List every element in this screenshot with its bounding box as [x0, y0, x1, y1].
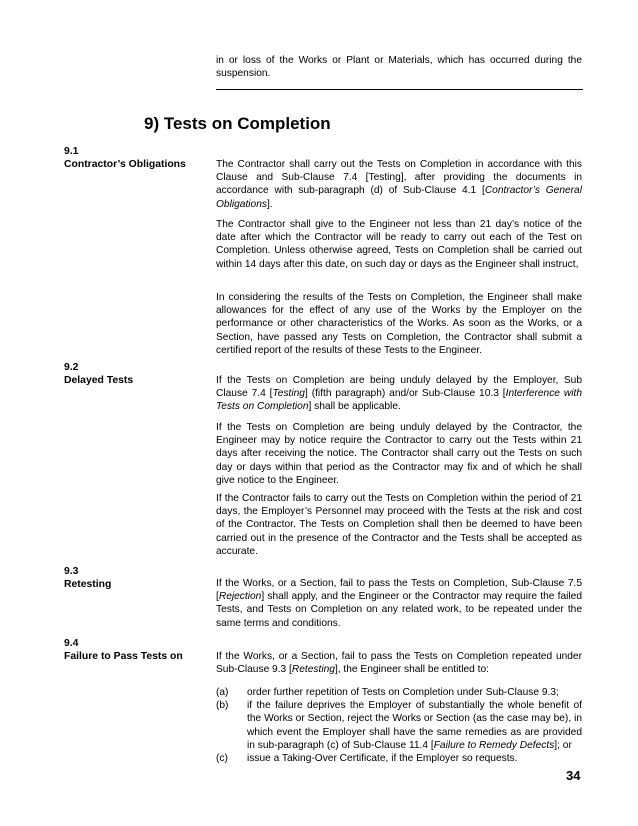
clause-9-2-para-2: If the Tests on Completion are being unduly delayed by the Contractor, the Engineer may by notice require the Contractor to carry out the Tests within 21 days after receiving the notice. The Contractor shall carry out the Tests on such day or days within that period as the Contractor may fix and of which he shall give notice to the Engineer.: [216, 422, 582, 486]
clause-9-3-body: [216, 577, 582, 630]
clause-number: 9.1: [64, 146, 79, 157]
clause-9-4-body: [216, 650, 582, 676]
clause-paragraph: If the Works, or a Section, fail to pass the Tests on Completion, Sub-Clause 7.5 [Rejection] shall apply, and the Engineer or the Contractor may require the failed Tests, and Tests on Completion on any related work, to be repeated under the same terms and conditions.: [216, 578, 582, 629]
list-item: (c) issue a Taking-Over Certificate, if the Employer so requests.: [216, 753, 518, 765]
clause-9-2-body: [216, 374, 582, 414]
section-divider: [216, 89, 583, 90]
clause-9-1-label: [64, 145, 214, 171]
page-number: 34: [566, 768, 581, 783]
list-item: (b) if the failure deprives the Employer of substantially the whole benefit of the Works or Section, reject the Works or Section (as the case may be), in which event the Employer shall have the same remedies as are provided in sub-paragraph (c) of Sub-Clause 11.4 [Failure to Remedy Defects]; or: [216, 700, 582, 751]
clause-9-2-para-3: If the Contractor fails to carry out the Tests on Completion within the period of 21 days, the Employer’s Personnel may proceed with the Tests at the risk and cost of the Contractor. The Tests on Completion shall then be deemed to have been carried out in the presence of the Contractor and the Tests shall be accepted as accurate.: [216, 493, 582, 557]
clause-heading: Contractor’s Obligations: [64, 159, 186, 170]
clause-9-4-list: [216, 686, 582, 765]
clause-number: 9.3: [64, 566, 79, 577]
clause-paragraph: If the Tests on Completion are being unduly delayed by the Employer, Sub Clause 7.4 [Testing] (fifth paragraph) and/or Sub-Clause 10.3 [Interference with Tests on Completion] shall be applicable.: [216, 375, 582, 413]
clause-9-2-label: [64, 361, 214, 387]
list-item: (a) order further repetition of Tests on Completion under Sub-Clause 9.3;: [216, 687, 559, 698]
clause-9-1-para-3: In considering the results of the Tests on Completion, the Engineer shall make allowances for the effect of any use of the Works by the Employer on the performance or other characteristics of the Works. As soon as the Works, or a Section, have passed any Tests on Completion, the Contractor shall submit a certified report of the results of these Tests to the Engineer.: [216, 292, 582, 356]
clause-heading: Delayed Tests: [64, 375, 134, 386]
clause-9-1-body: [216, 158, 582, 211]
clause-paragraph: The Contractor shall carry out the Tests on Completion in accordance with this Clause and Sub-Clause 7.4 [Testing], after providing the documents in accordance with sub-paragraph (d) of Sub-Clause 4.1 [Contractor’s General Obligations].: [216, 159, 582, 210]
continuation-text: in or loss of the Works or Plant or Materials, which has occurred during the suspension.: [216, 55, 582, 80]
clause-9-4-label: [64, 637, 214, 663]
clause-9-3-label: [64, 565, 214, 591]
clause-heading: Failure to Pass Tests on: [64, 651, 183, 662]
section-title: 9) Tests on Completion: [144, 114, 331, 133]
clause-number: 9.4: [64, 638, 79, 649]
clause-9-1-para-2: The Contractor shall give to the Engineer not less than 21 day’s notice of the date after which the Contractor will be ready to carry out each of the Test on Completion. Unless otherwise agreed, Tests on Completion shall be carried out within 14 days after this date, on such day or days as the Engineer shall instruct,: [216, 219, 582, 270]
clause-paragraph: If the Works, or a Section, fail to pass the Tests on Completion repeated under Sub-Clause 9.3 [Retesting], the Engineer shall be entitled to:: [216, 651, 582, 676]
clause-heading: Retesting: [64, 579, 112, 590]
clause-number: 9.2: [64, 362, 79, 373]
